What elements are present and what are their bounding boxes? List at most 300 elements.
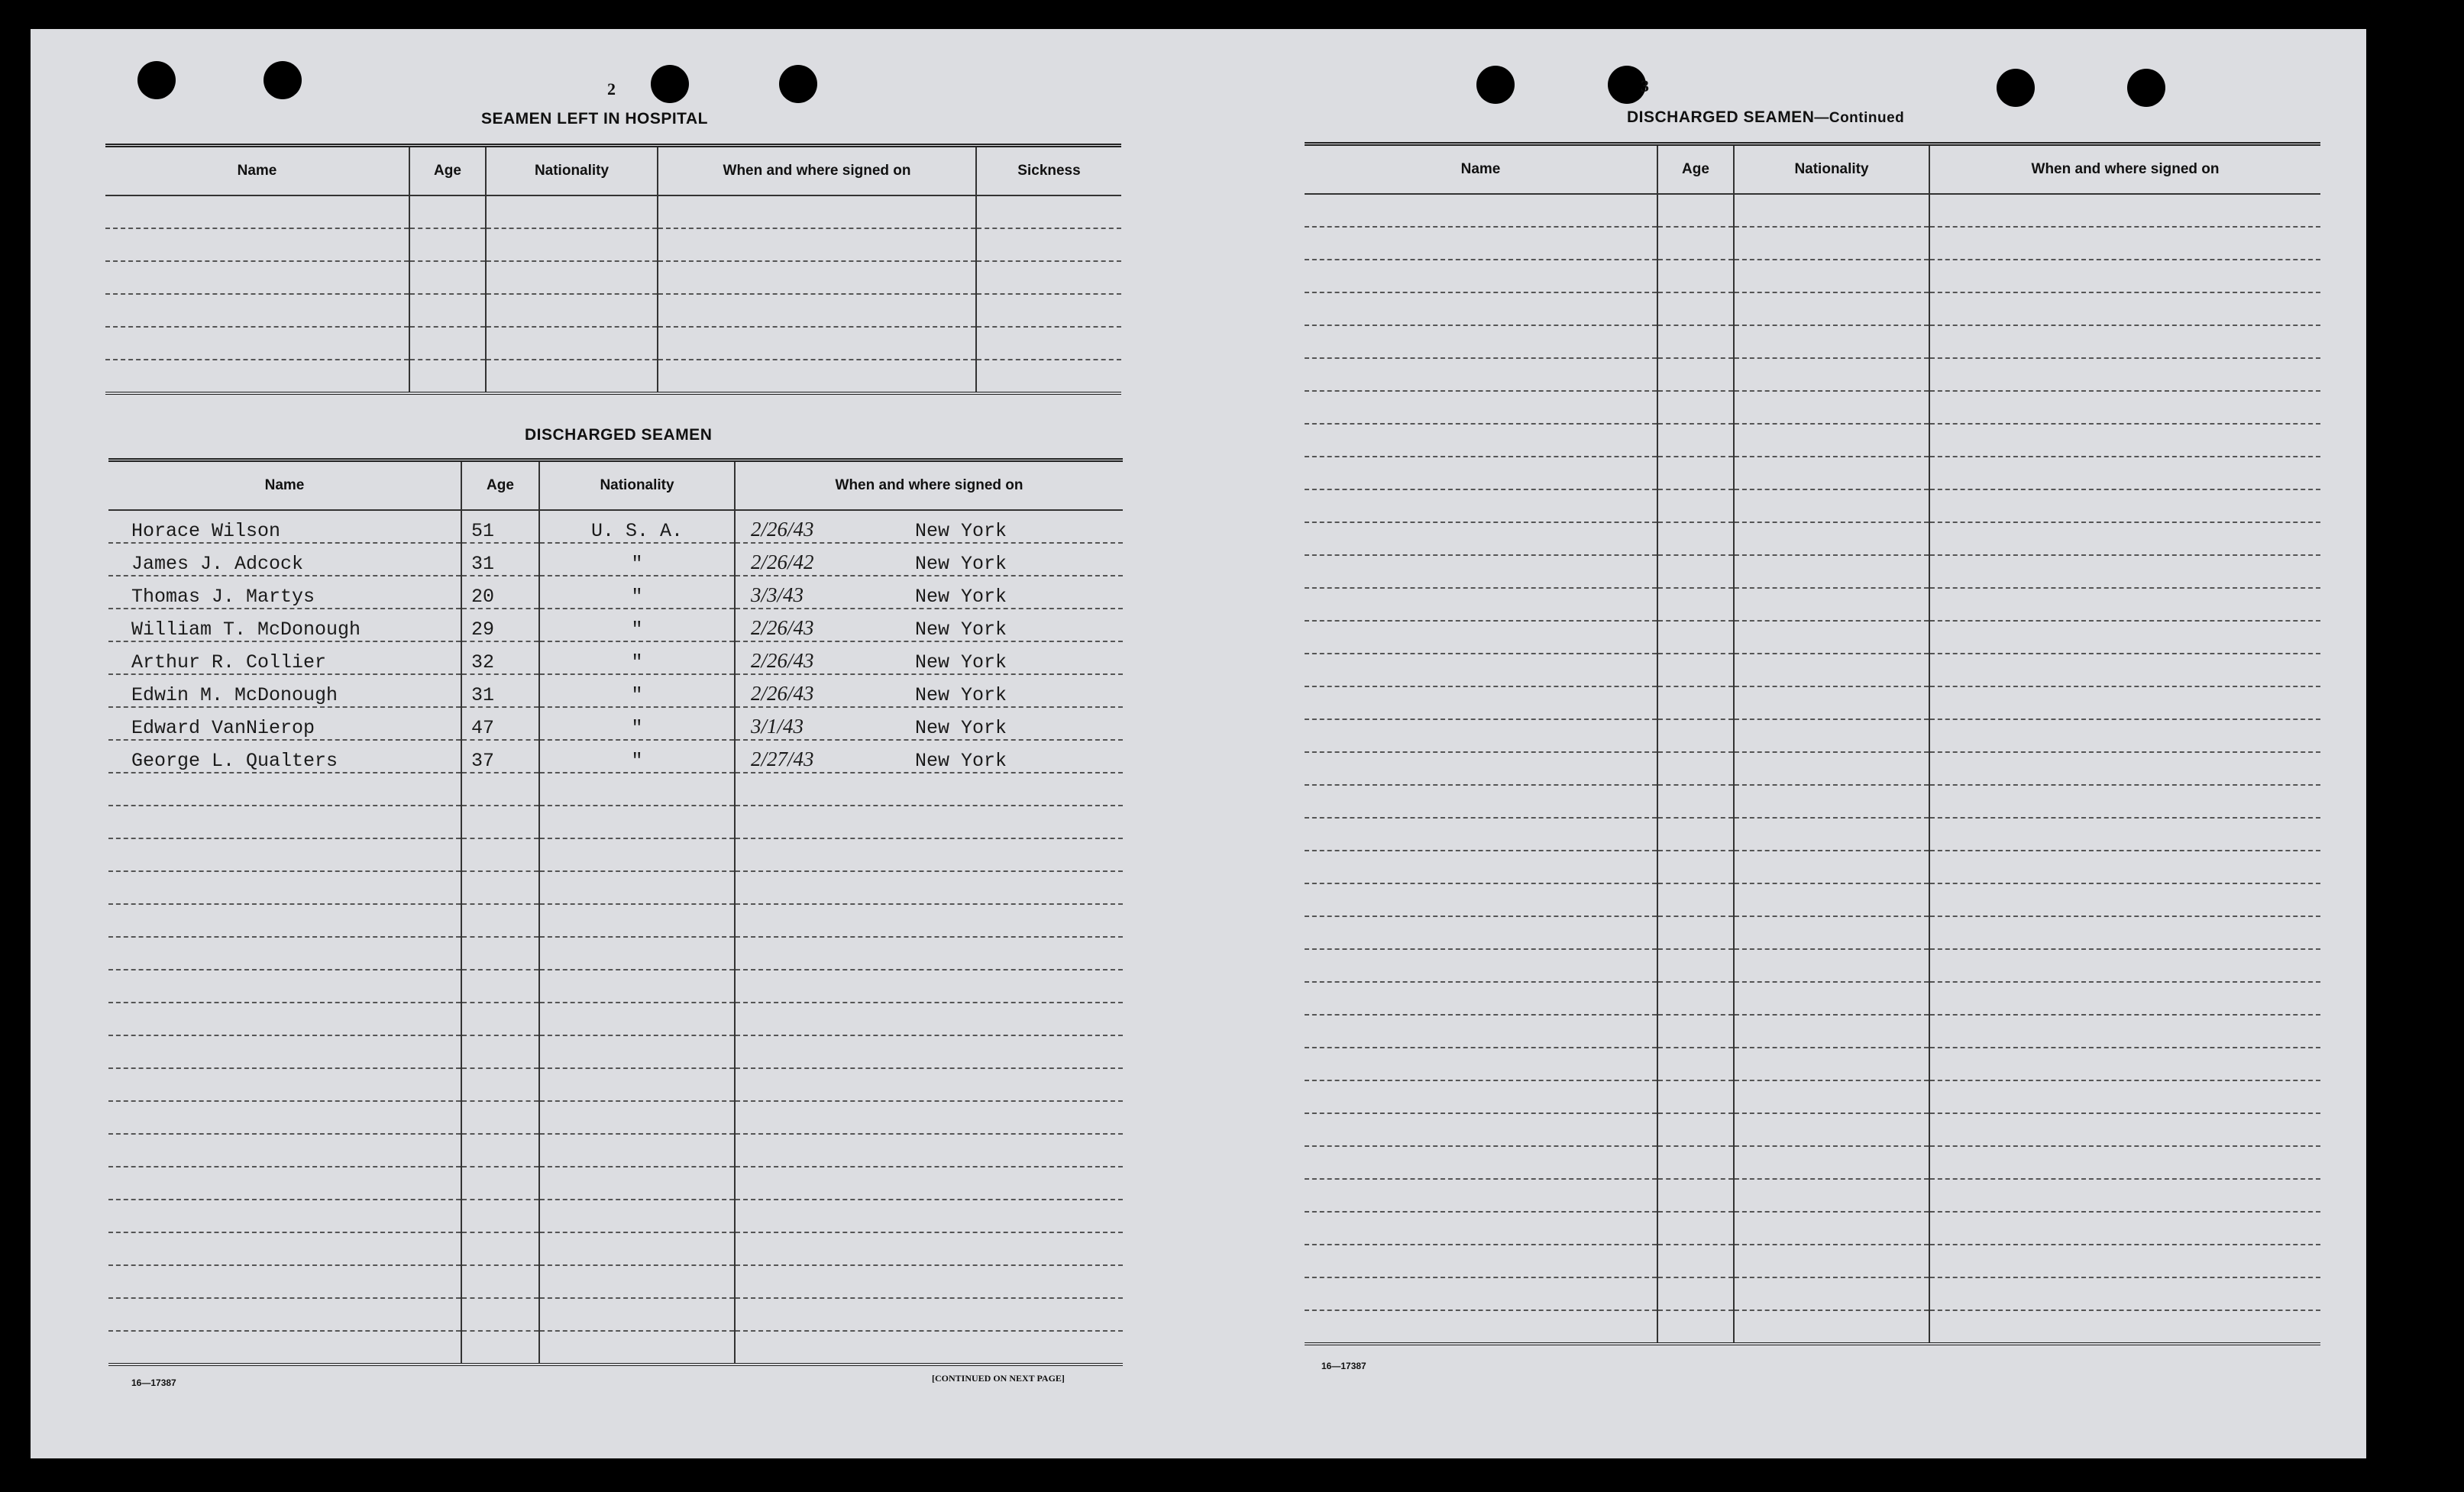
blank-cell [1734,686,1929,719]
blank-cell [1734,391,1929,424]
discharged-continued-table [1305,142,2320,1345]
seaman-nationality: " [539,641,735,674]
blank-cell [658,261,976,294]
blank-cell [1734,851,1929,883]
seaman-age: 31 [461,674,539,707]
seaman-signed-on [735,510,1123,543]
blank-cell [108,1035,461,1068]
blank-cell [1734,457,1929,489]
blank-row [108,1035,1123,1068]
seaman-signed-on [735,707,1123,740]
blank-cell [976,294,1121,327]
blank-cell [1305,883,1657,916]
blank-cell [735,1101,1123,1134]
blank-cell [461,1035,539,1068]
blank-cell [1657,1310,1734,1344]
signed-on-date: 3/3/43 [751,583,804,606]
blank-cell [461,1068,539,1101]
blank-row [1305,949,2320,982]
blank-cell [105,360,409,393]
blank-cell [1929,1015,2320,1048]
blank-cell [108,1265,461,1298]
blank-row [1305,1212,2320,1245]
blank-row [1305,325,2320,358]
blank-cell [108,806,461,838]
punch-hole [264,61,302,99]
seaman-age: 31 [461,543,539,576]
blank-cell [1734,818,1929,851]
blank-cell [539,970,735,1003]
blank-cell [1929,1277,2320,1310]
seaman-nationality: U. S. A. [539,510,735,543]
blank-cell [1929,292,2320,325]
blank-cell [1734,1113,1929,1146]
seaman-nationality: " [539,609,735,641]
blank-cell [735,1265,1123,1298]
blank-cell [1305,1212,1657,1245]
hospital-header-sickness: Sickness [976,146,1121,196]
blank-cell [1734,292,1929,325]
blank-cell [1734,325,1929,358]
blank-cell [461,1265,539,1298]
blank-cell [1734,916,1929,949]
blank-cell [1929,982,2320,1015]
blank-row [1305,1113,2320,1146]
blank-cell [1657,1245,1734,1277]
blank-row [1305,457,2320,489]
blank-cell [1657,588,1734,621]
blank-cell [108,1298,461,1331]
blank-row [1305,292,2320,325]
document-sheet [31,29,2366,1458]
blank-cell [735,904,1123,937]
hospital-header-signed-on: When and where signed on [658,146,976,196]
blank-row [1305,982,2320,1015]
table-row [108,707,1123,740]
blank-cell [1929,1146,2320,1179]
blank-cell [1657,424,1734,457]
blank-cell [108,1068,461,1101]
seaman-signed-on [735,576,1123,609]
blank-cell [108,773,461,806]
signed-on-date: 2/27/43 [751,748,814,770]
blank-row [1305,194,2320,227]
blank-cell [461,1232,539,1265]
blank-cell [486,261,658,294]
blank-cell [409,195,486,228]
seaman-nationality: " [539,674,735,707]
blank-cell [1929,851,2320,883]
form-code: 16—17387 [131,1377,176,1388]
blank-cell [658,228,976,261]
blank-cell [1657,260,1734,292]
blank-cell [108,871,461,904]
blank-cell [1734,194,1929,227]
blank-cell [1305,785,1657,818]
blank-cell [1734,883,1929,916]
blank-cell [1734,588,1929,621]
blank-cell [1305,522,1657,555]
blank-cell [735,1134,1123,1167]
seaman-signed-on [735,609,1123,641]
blank-cell [461,1331,539,1364]
blank-cell [1305,1080,1657,1113]
blank-cell [1305,555,1657,588]
blank-cell [1734,719,1929,752]
blank-cell [1734,522,1929,555]
blank-row [1305,227,2320,260]
blank-cell [1305,325,1657,358]
blank-cell [409,360,486,393]
blank-cell [1657,883,1734,916]
blank-cell [108,838,461,871]
blank-cell [108,1232,461,1265]
blank-cell [1929,883,2320,916]
blank-cell [486,228,658,261]
seaman-name: Edwin M. McDonough [108,674,461,707]
hospital-rows [105,195,1121,393]
blank-cell [658,360,976,393]
blank-cell [1929,489,2320,522]
hospital-section-title: SEAMEN LEFT IN HOSPITAL [481,110,708,128]
blank-cell [1929,522,2320,555]
blank-cell [461,1134,539,1167]
blank-cell [1305,818,1657,851]
blank-cell [1929,260,2320,292]
blank-cell [461,1101,539,1134]
blank-cell [1657,358,1734,391]
blank-cell [1929,424,2320,457]
blank-cell [1929,1212,2320,1245]
blank-cell [658,294,976,327]
table-row [108,576,1123,609]
blank-cell [1734,785,1929,818]
blank-cell [1657,1146,1734,1179]
blank-row [1305,588,2320,621]
blank-cell [658,327,976,360]
blank-cell [1734,1245,1929,1277]
signed-on-place: New York [915,717,1007,739]
blank-cell [1734,424,1929,457]
blank-cell [1657,949,1734,982]
blank-cell [1305,1015,1657,1048]
seaman-nationality: " [539,740,735,773]
blank-row [108,1003,1123,1035]
blank-cell [1734,260,1929,292]
blank-cell [1657,982,1734,1015]
blank-cell [1657,292,1734,325]
blank-cell [1734,227,1929,260]
blank-cell [539,1003,735,1035]
blank-row [1305,391,2320,424]
blank-cell [1305,194,1657,227]
blank-row [108,904,1123,937]
blank-row [1305,358,2320,391]
blank-cell [1305,588,1657,621]
blank-cell [461,1003,539,1035]
blank-cell [1734,654,1929,686]
signed-on-place: New York [915,586,1007,608]
blank-cell [486,327,658,360]
blank-cell [1657,1179,1734,1212]
punch-hole [1997,69,2035,107]
blank-cell [1305,916,1657,949]
blank-cell [735,1331,1123,1364]
blank-cell [735,1035,1123,1068]
blank-row [108,1200,1123,1232]
blank-cell [1657,752,1734,785]
blank-row [108,1134,1123,1167]
blank-row [105,294,1121,327]
signed-on-date: 2/26/43 [751,682,814,705]
blank-row [108,1232,1123,1265]
punch-hole [779,65,817,103]
seaman-signed-on [735,674,1123,707]
blank-cell [1305,489,1657,522]
blank-cell [1734,1179,1929,1212]
seaman-signed-on [735,543,1123,576]
seaman-age: 51 [461,510,539,543]
blank-row [1305,1146,2320,1179]
blank-cell [1929,325,2320,358]
blank-cell [108,1331,461,1364]
discharged-rows [108,510,1123,1364]
seaman-nationality: " [539,707,735,740]
blank-cell [1657,391,1734,424]
seaman-age: 20 [461,576,539,609]
blank-cell [976,327,1121,360]
blank-cell [105,228,409,261]
blank-cell [486,294,658,327]
blank-cell [735,871,1123,904]
blank-cell [486,360,658,393]
blank-cell [539,904,735,937]
continued-header-signed-on: When and where signed on [1929,144,2320,195]
blank-cell [105,327,409,360]
signed-on-place: New York [915,520,1007,542]
blank-cell [409,261,486,294]
blank-cell [1657,785,1734,818]
blank-row [1305,719,2320,752]
blank-row [105,228,1121,261]
blank-cell [1305,358,1657,391]
table-row [108,609,1123,641]
blank-cell [1929,785,2320,818]
blank-cell [735,838,1123,871]
blank-cell [1929,588,2320,621]
blank-cell [486,195,658,228]
blank-cell [1929,719,2320,752]
blank-cell [461,1298,539,1331]
blank-cell [1929,1113,2320,1146]
blank-row [105,261,1121,294]
blank-cell [1929,1310,2320,1344]
seaman-name: Arthur R. Collier [108,641,461,674]
blank-cell [1929,752,2320,785]
seaman-name: James J. Adcock [108,543,461,576]
continued-header-nationality: Nationality [1734,144,1929,195]
blank-cell [735,970,1123,1003]
blank-cell [1305,686,1657,719]
blank-cell [1305,1179,1657,1212]
blank-cell [1305,982,1657,1015]
blank-cell [1734,1146,1929,1179]
blank-cell [539,806,735,838]
seaman-nationality: " [539,576,735,609]
blank-row [1305,260,2320,292]
blank-cell [1734,1048,1929,1080]
continued-rows [1305,194,2320,1344]
seaman-name: Edward VanNierop [108,707,461,740]
table-row [108,641,1123,674]
blank-cell [1305,1245,1657,1277]
table-row [108,510,1123,543]
blank-cell [461,937,539,970]
continued-header-name: Name [1305,144,1657,195]
blank-cell [1929,457,2320,489]
blank-cell [1657,194,1734,227]
seaman-name: Thomas J. Martys [108,576,461,609]
blank-cell [1734,621,1929,654]
blank-cell [1929,391,2320,424]
blank-cell [105,195,409,228]
blank-row [105,195,1121,228]
blank-cell [1657,686,1734,719]
blank-cell [409,294,486,327]
blank-cell [108,937,461,970]
hospital-header-age: Age [409,146,486,196]
blank-cell [1929,949,2320,982]
continued-note: [CONTINUED ON NEXT PAGE] [932,1373,1065,1384]
blank-cell [1305,654,1657,686]
signed-on-place: New York [915,684,1007,706]
blank-cell [108,1003,461,1035]
seaman-age: 37 [461,740,539,773]
blank-cell [1929,555,2320,588]
blank-cell [1929,227,2320,260]
form-code: 16—17387 [1321,1361,1366,1371]
blank-cell [1734,1277,1929,1310]
blank-row [108,773,1123,806]
blank-cell [1657,1277,1734,1310]
blank-cell [108,1200,461,1232]
blank-cell [105,261,409,294]
blank-cell [658,195,976,228]
blank-cell [1657,621,1734,654]
blank-cell [108,1101,461,1134]
blank-cell [1657,1113,1734,1146]
blank-cell [1657,654,1734,686]
discharged-header-nationality: Nationality [539,460,735,511]
blank-row [1305,686,2320,719]
blank-cell [1657,227,1734,260]
blank-cell [1929,194,2320,227]
blank-cell [1305,457,1657,489]
seaman-name: William T. McDonough [108,609,461,641]
blank-cell [1305,391,1657,424]
punch-hole [1476,66,1515,104]
blank-cell [539,1232,735,1265]
blank-cell [1657,1080,1734,1113]
hospital-table [105,144,1121,395]
seaman-name: George L. Qualters [108,740,461,773]
discharged-section-title: DISCHARGED SEAMEN [525,426,713,444]
blank-cell [1734,752,1929,785]
blank-row [1305,1080,2320,1113]
discharged-table [108,458,1123,1366]
blank-cell [1657,1212,1734,1245]
hospital-header-nationality: Nationality [486,146,658,196]
blank-row [108,1298,1123,1331]
blank-row [1305,883,2320,916]
blank-row [108,806,1123,838]
blank-cell [461,773,539,806]
blank-cell [1929,686,2320,719]
blank-cell [539,1265,735,1298]
blank-cell [1657,719,1734,752]
signed-on-date: 2/26/42 [751,551,814,573]
blank-cell [539,1331,735,1364]
blank-cell [539,1200,735,1232]
blank-row [108,937,1123,970]
discharged-header-name: Name [108,460,461,511]
blank-cell [735,1167,1123,1200]
blank-cell [1657,555,1734,588]
blank-cell [108,904,461,937]
blank-row [1305,555,2320,588]
blank-cell [1734,1212,1929,1245]
blank-row [108,1068,1123,1101]
blank-cell [1734,358,1929,391]
blank-cell [461,1200,539,1232]
blank-cell [461,1167,539,1200]
blank-cell [539,1134,735,1167]
blank-row [1305,424,2320,457]
blank-cell [1929,621,2320,654]
blank-cell [1929,1245,2320,1277]
blank-cell [1657,851,1734,883]
blank-cell [1305,1113,1657,1146]
blank-cell [461,806,539,838]
blank-row [1305,851,2320,883]
signed-on-date: 2/26/43 [751,649,814,672]
blank-cell [1734,949,1929,982]
blank-cell [1734,489,1929,522]
blank-cell [539,1035,735,1068]
blank-cell [1657,457,1734,489]
blank-cell [539,1167,735,1200]
blank-row [105,360,1121,393]
blank-row [1305,818,2320,851]
blank-cell [539,1068,735,1101]
punch-hole [651,65,689,103]
signed-on-date: 2/26/43 [751,518,814,541]
blank-cell [1305,949,1657,982]
blank-cell [1657,489,1734,522]
blank-cell [461,970,539,1003]
blank-cell [1734,1310,1929,1344]
signed-on-place: New York [915,651,1007,673]
blank-cell [1657,818,1734,851]
blank-row [1305,1179,2320,1212]
blank-row [1305,1015,2320,1048]
blank-cell [1929,916,2320,949]
blank-row [1305,785,2320,818]
seaman-signed-on [735,641,1123,674]
blank-cell [1734,1015,1929,1048]
blank-row [1305,522,2320,555]
blank-cell [735,806,1123,838]
